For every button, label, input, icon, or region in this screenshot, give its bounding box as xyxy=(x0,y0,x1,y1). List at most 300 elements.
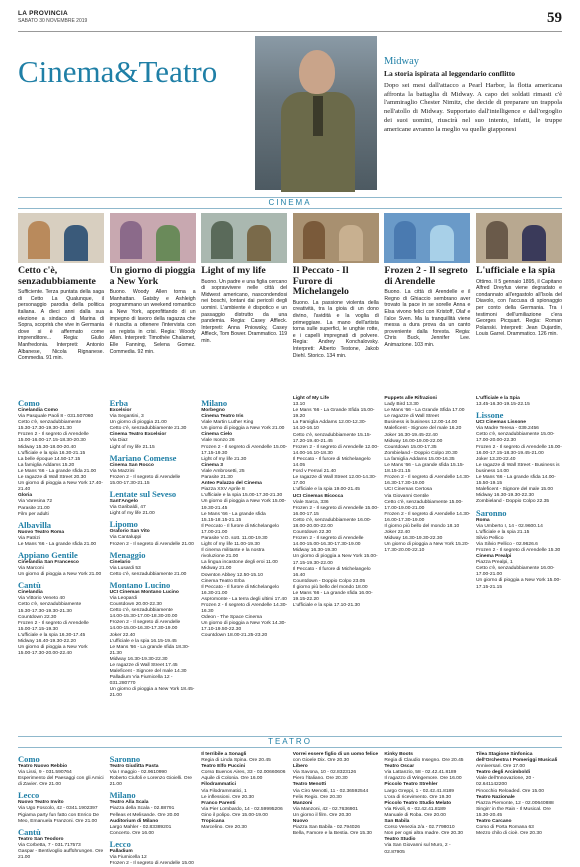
venue-name: UCI Cinemas Lissone xyxy=(476,420,527,426)
city-heading: Como xyxy=(18,754,40,764)
listing-column xyxy=(476,752,562,837)
film-still xyxy=(110,213,196,263)
showtime-line: Le inflessioni. Ore 20.30 xyxy=(201,794,254,800)
showtime-line: L'ufficiale e la spia 16.30-21.15 xyxy=(18,450,86,456)
film-still xyxy=(293,213,379,263)
showtime-line: Concerto. Ore 16.00 xyxy=(109,830,154,836)
film-review-text: Buono. La città di Arendelle e il Regno di Ghiaccio sembrano aver trovato la pace in se sorelle Anna e Elsa vivono felici con Kristoff, Olaf e l'alce Sven. Ma la tranquillità viene messa a dura prova da un canto proveniente dalla foresta. Regia: Chris Buck, Jennifer Lee. Animazione. 103 min. xyxy=(384,289,471,348)
showtime-line: UCI Cinemas Certosa xyxy=(384,487,432,493)
showtime-line: Midway 16.40-19.30-22.20 xyxy=(18,639,76,644)
showtime-line: Frozen 2 - Il segreto di Arendelle 14.30-16.30 xyxy=(201,603,288,615)
showtime-line: Via Ciro Menotti, 11 - 02.36592544 xyxy=(292,788,369,794)
showtime-line: Cetto c'è, senzadubbiamente xyxy=(18,420,82,426)
showtime-line: 14.00-15.00-16.30-17.30-19.00 xyxy=(292,542,361,548)
venue-name: Teatro Menotti xyxy=(292,782,327,788)
venue-name: Teatro Giuditta Pasta xyxy=(109,764,159,769)
showtime-line: La Famiglia Addams 12.00-12.30-14.10-16.10 xyxy=(292,420,367,432)
showtime-line: Via Mazzini xyxy=(109,468,135,474)
venue-name: Teatro San Teodoro xyxy=(18,836,64,842)
film-title: Cetto c'è, senzadubbiamente xyxy=(18,265,96,287)
showtime-line: Via Leopardi xyxy=(109,595,137,601)
venue-name: UCI Cinemas Bicocca xyxy=(292,493,344,499)
showtime-line: Maleficent - Signore del male 14.30 xyxy=(109,669,187,675)
showtime-line: Downton Abbey 12.50-15.10 xyxy=(201,572,263,578)
city-heading: Cantù xyxy=(18,826,41,837)
city-heading: Cantù xyxy=(18,580,41,591)
showtime-line: L'ufficiale e la spia 16.30-17.45 xyxy=(18,632,86,638)
showtime-line: Un giorno di pioggia a New York 14.30-17.10-19.50-22.30 xyxy=(201,621,287,633)
city-heading: Lecco xyxy=(109,838,131,849)
showtime-line: Il Peccato - Il furore di Michelangelo 16.30-21.00 xyxy=(201,584,279,596)
showtime-line: Countdown 20.00-22.30 xyxy=(109,602,162,608)
showtime-line: Via Filodrammatici, 1 xyxy=(201,788,247,794)
showtime-line: Parasite 21.30 xyxy=(201,475,233,481)
showtime-line: Cetto c'è, senzadubbiamente 21.30 xyxy=(109,426,187,432)
showtime-line: Midway 16.00-19.00-22.00 xyxy=(384,438,443,444)
still-figure xyxy=(339,225,363,261)
showtime-line: Midway 16.30-19.30-22.30 xyxy=(476,493,534,499)
showtime-line: Le ragazze di Wall Street 12.00-14.30-17.00 xyxy=(292,475,377,487)
theatre-listings xyxy=(18,752,562,867)
showtime-line: Singin' in the Rain - Il Musical. Ore 15.30-20.45 xyxy=(476,806,551,818)
film-title: Un giorno di pioggia a New York xyxy=(109,265,196,287)
showtime-line: Le Mans '66 - La grande sfida 21.00 xyxy=(18,468,97,474)
showtime-line: 15.00-17.15-19.30 xyxy=(18,626,58,632)
venue-name: UCI Cinemas Montano Lucino xyxy=(109,589,179,595)
showtime-line: Maleficent - Signore del male 15.00 xyxy=(476,487,553,493)
showtime-line: Ford v Ferrari 21.40 xyxy=(292,469,337,475)
feature-title: Midway xyxy=(384,56,419,67)
showtime-line: 14.00-15.00-16.30-17.30-19.00 xyxy=(109,626,178,632)
venue-name: Gloria xyxy=(18,493,33,499)
showtime-line: Cetto c'è, senzadubbiamente 15.00-17.00-20.00-22.30 xyxy=(476,432,555,444)
showtime-line: Via Patrizi xyxy=(18,535,40,541)
venue-name: Tropicana xyxy=(201,819,225,825)
venue-name: Manzoni xyxy=(292,800,313,806)
venue-name: Cinelandia San Francesco xyxy=(18,559,79,565)
showtime-line: Frozen 2 - Il segreto di Arendelle xyxy=(109,474,181,480)
venue-name: Teatro Alla Scala xyxy=(109,800,149,806)
venue-name: Light of My Life xyxy=(292,396,329,401)
showtime-line: Pinocchio Reloaded. Ore 15.00 xyxy=(476,788,544,794)
city-heading: Menaggio xyxy=(109,549,146,560)
still-figure xyxy=(486,221,508,259)
showtime-line: Via Savona, 10 - 02.8323126 xyxy=(292,770,357,776)
showtime-line: Bella, Famore e la Bestia. Ore 15.30 xyxy=(292,831,372,837)
showtime-line: Via Corbetta, 7 - 031.717573 xyxy=(18,842,81,848)
photo-figure-tie xyxy=(313,96,323,136)
feature-body: Dopo sei mesi dall'attacco a Pearl Harbor, la flotta americana affronta la battaglia di Midway. A capo dei soldati rimasti c'è l'ammiraglio Chester Nimitz, che decide di preparare un trappola nell'atollo di Midway. Supportato dall'intelligence e dall'orgoglio dei suoi uomini, riuscirà nel suo intento, infatti, le truppe americane avranno la meglio va quelle giapponesi xyxy=(384,82,562,133)
showtime-line: Le Mans '66 - La grande sfida xyxy=(201,511,266,517)
venue-name: Teatro Nuovo Rebbio xyxy=(18,764,68,769)
showtime-line: Via Lattanzio, 58 - 02.42.41.8189 xyxy=(384,770,457,776)
still-figure xyxy=(211,221,233,259)
showtime-line: Frozen 2 - Il segreto di Arendelle 15.00-16.00-17.15 xyxy=(292,505,379,517)
showtime-line: Regia di Claudio Insegno. Ore 20.45 xyxy=(384,758,464,764)
city-heading: Erba xyxy=(109,398,129,408)
showtime-line: Largo Mahler - 02.83389201 xyxy=(109,824,172,830)
showtime-line: Un giorno di pioggia 21.00 xyxy=(109,420,167,426)
showtime-line: Film per adulti xyxy=(18,511,49,517)
showtime-line: La lingua incastone degli eroi 11.00 xyxy=(201,560,278,566)
film-review-text: Sufficiente. Terza puntata della saga di Cetto La Qualunque, il personaggio parodia della politica italiana. A dieci anni dalla sua elezione a sindaco di Marina di Sopra, scoprirà che vive in Germania dove si è affermato come imprenditore... Regia: Giulio Manfredonia. Interpreti: Antonio Albanese, Nicola Rignanese. Commedia. 91 min. xyxy=(18,289,104,362)
showtime-line: Le Mans '66 - La grande sfida 18.30-21.30 xyxy=(109,644,190,656)
feature-article xyxy=(384,56,562,134)
venue-name: Filodrammatici xyxy=(201,782,236,788)
venue-name: Palladium xyxy=(109,848,133,854)
showtime-line: Via Marconi xyxy=(18,566,44,572)
showtime-line: Via Giovanni Gentile xyxy=(384,493,429,499)
showtime-line: Viale Ambrosetti, 25 xyxy=(201,468,245,474)
showtime-line: Un giorno di pioggia a New York 15.00-17.15-21.15 xyxy=(476,578,561,590)
venue-name: Vorrei essere figlio di un uomo felice xyxy=(292,752,379,757)
city-heading: Lentate sul Seveso xyxy=(109,489,177,500)
city-heading: Mariano Comense xyxy=(109,452,177,463)
showtime-line: Via Ugo Foscolo, 42 - 0341.1902397 xyxy=(18,806,98,812)
showtime-line: Le ragazze di Wall Street 17.45 xyxy=(109,663,178,668)
listing-column xyxy=(18,752,104,861)
venue-name: Teatro Carcano xyxy=(476,819,512,825)
showtime-line: Cinema Teatro Erba xyxy=(201,578,245,584)
showtime-line: Frozen 2 - Il segreto di Arendelle xyxy=(292,536,364,542)
showtime-line: Cetto c'è, senzadubbiamente xyxy=(109,608,173,614)
showtime-line: Joker 16.30-19.45-22.40 xyxy=(384,432,438,438)
showtime-line: Via Fiumicella 12 xyxy=(109,855,147,861)
showtime-line: Roberto Ciufoli e Lorenzo Gioielli. Ore 21.00 xyxy=(109,776,192,788)
film-review xyxy=(384,213,470,349)
venue-name: Teatro Nazionale xyxy=(476,794,515,800)
showtime-line: Frozen 2 - Il segreto di Arendelle 15.00-16.00-17.15-18.30-19.45-21.00 xyxy=(476,444,562,456)
showtime-line: Cetto c'è, senzadubbiamente xyxy=(18,602,82,608)
showtime-line: Un giorno di pioggia a New York 15.20-17.30-20.00-22.10 xyxy=(384,542,470,554)
venue-name: Oratorio San Vito xyxy=(109,529,150,535)
film-still xyxy=(18,213,104,263)
still-figure xyxy=(303,221,325,259)
showtime-line: con Gioele Dix. Ore 20.30 xyxy=(292,758,350,764)
film-title: Light of my life xyxy=(201,265,266,276)
showtime-line: Aspromonte - La terra degli ultimi 17.40 xyxy=(201,596,287,602)
film-reviews xyxy=(18,213,562,393)
showtime-line: L'ufficiale e la spia 15.00-17.30-21.30 xyxy=(201,493,283,499)
showtime-line: Piazza Piemonte, 12 - 02.00640888 xyxy=(476,800,554,806)
showtime-line: Un giorno il film. Ore 20.30 xyxy=(292,812,351,818)
listing-column xyxy=(293,396,379,609)
still-figure xyxy=(522,225,546,261)
city-heading: Milano xyxy=(109,790,136,801)
venue-name: Nuovo xyxy=(292,819,309,825)
page-number: 59 xyxy=(547,10,562,26)
showtime-line: Manuale di Roba. Ore 20.00 xyxy=(384,812,446,818)
showtime-line: Largo Greppi, 1 - 02.42.41.8189 xyxy=(384,788,454,794)
film-still xyxy=(476,213,562,263)
showtime-line: Le Mans '66 - La grande sfida 15.15-18.15-21.15 xyxy=(384,463,465,475)
venue-name: Cinema Cielo xyxy=(201,432,233,438)
venue-name: Cinelario xyxy=(109,559,131,565)
showtime-line: Viale Sarca, 336 xyxy=(292,499,329,505)
showtime-line: Cetto c'è, senzadubbiamente 16.00-18.00-20.00-22.00 xyxy=(292,517,372,529)
showtime-line: Via Manzoni, 42 - 02.7636901 xyxy=(292,806,358,812)
showtime-line: Un giorno di pioggia a New York 17.40-21.40 xyxy=(18,481,103,493)
photo-figure-face xyxy=(299,50,335,94)
showtime-line: Maleficent - Signore del male 16.20 xyxy=(384,426,462,432)
film-review xyxy=(18,213,104,362)
showtime-line: Le Mans '66 - La Grande Sfida 15.00-19.20 xyxy=(292,408,375,420)
film-review-text: Buono. La passione violenta della creatività, tra la gioia di un dono divino, l'avidità e la voglia di primeggiare. La mano dell'artista torna sulle superfici, le unghie rotte, e i capelli impregnati di polvere. Regia: Andrey Konchalovsky. Interpreti: Alberto Testone, Jakob Diehl. Storico. 134 min. xyxy=(292,299,379,359)
showtime-line: Joker 22.40 xyxy=(384,530,410,536)
showtime-line: La famiglia Addams 15.20 xyxy=(18,462,75,468)
showtime-line: Piazza Prealpi, 1 xyxy=(476,560,513,566)
showtime-line: Felis Regio. Ore 20.30 xyxy=(292,794,342,800)
showtime-line: L'ufficiale e la spia 16.15-19.45 xyxy=(109,638,177,644)
venue-name: Teatro degli Arcimboldi xyxy=(476,770,531,776)
showtime-line: Frozen 2 - Il segreto di Arendelle xyxy=(109,620,181,626)
venue-name: Piccolo Teatro Studio Melato xyxy=(384,800,452,806)
film-title: Il Peccato - Il Furore di Michelangelo xyxy=(292,265,349,298)
showtime-line: Via Umberto I, 14 - 02.9600.14 xyxy=(476,523,543,529)
showtime-line: Frozen 2 - Il segreto di Arendelle 15.30 xyxy=(476,547,561,553)
showtime-line: Marcelino. Ore 20.30 xyxy=(201,825,247,831)
city-heading: Appiano Gentile xyxy=(18,549,78,560)
venue-name: Libero xyxy=(292,764,308,770)
city-heading: Lissone xyxy=(476,410,504,421)
showtime-line: Un giorno di pioggia a New York 21.00 xyxy=(201,426,285,432)
showtime-line: Regia di Linda Spina. Ore 20.45 xyxy=(201,758,271,764)
still-figure xyxy=(247,225,271,261)
venue-name: Nuovo Teatro Invito xyxy=(18,800,64,806)
still-figure xyxy=(28,221,50,259)
showtime-line: Piazza XXV Aprile 8 xyxy=(201,487,245,493)
showtime-line: Le ragazze di Wall Street 20.30 xyxy=(18,475,87,481)
film-review-text: Buono. Un padre e una figlia cercano di sopravvivere nelle città del Midwest americano, nascondendosi nei boschi, lontani dai pericoli degli uomini. L'ambiente è dispotico e un passaggio distrutto da una pandemia. Regia: Casey Affleck. Interpreti: Anna Pniowsky, Casey Affleck, Tom Bower. Drammatico. 119 min. xyxy=(201,278,288,344)
showtime-line: Zombieland - Doppio Colpo 20.30 xyxy=(384,450,458,456)
showtime-line: Joker 13.20-22.40 xyxy=(476,456,516,462)
showtime-line: Le ragazze di Wall Street xyxy=(384,414,439,420)
showtime-line: Countdown 22.30 xyxy=(292,530,332,536)
city-heading: Saronno xyxy=(476,507,507,518)
city-heading: Montano Lucino xyxy=(109,579,171,590)
showtime-line: Un giorno di pioggia a New York 15.00-17.15-19.30-22.00 xyxy=(292,554,378,566)
listing-column xyxy=(110,752,196,867)
showtime-line: Frozen 2 - Il segreto di Arendelle 14.30-16.00-17.30-19.00 xyxy=(384,511,471,523)
venue-name: Il terribile a Sonagli xyxy=(201,752,247,757)
showtime-line: Viale dell'Innovazione, 20 - 02.641142200 xyxy=(476,776,535,788)
venue-name: Teatro Elfo Puccini xyxy=(201,764,246,770)
film-title: Frozen 2 - Il segreto di Arendelle xyxy=(384,265,468,287)
showtime-line: Anniversari. Ore 17.00 xyxy=(476,764,525,770)
showtime-line: Le Mans '66 - La grande sfida 16.00-19.15-22.20 xyxy=(292,591,373,603)
showtime-line: Frozen 2 - Il segreto di Arendelle xyxy=(18,620,89,626)
issue-date: SABATO 30 NOVEMBRE 2019 xyxy=(18,18,88,24)
city-heading: Lecco xyxy=(18,790,40,801)
feature-subtitle: La storia ispirata al leggendario conflitto xyxy=(384,69,516,78)
showtime-line: Via Rivoli, 6 - 02.42.41.8189 xyxy=(384,806,446,812)
venue-name: Sant'Angelo xyxy=(109,499,138,505)
showtime-line: Parasite V.O. sott. 11.00-19.30 xyxy=(201,535,268,541)
showtime-line: Via I maggio - 02.9610990 xyxy=(109,770,167,776)
venue-name: Puppets alle Rifrazioni xyxy=(384,396,437,401)
showtime-line: Via Pasquale Paoli 8 - 031.507060 xyxy=(18,414,94,420)
showtime-line: Cetto c'è, senzadubbiamente 21.00 xyxy=(109,571,187,577)
venue-name: Cinema Teatro Iris xyxy=(201,414,244,420)
listing-column xyxy=(384,396,470,554)
showtime-line: Un giorno di pioggia a New York 18.45-21.00 xyxy=(109,687,195,699)
showtime-line: Lady Bird 13.30 xyxy=(384,402,419,408)
showtime-line: Via Pier Lombardo, 14 - 02.59995206 xyxy=(201,806,283,812)
showtime-line: Joker 22.40 xyxy=(109,632,136,638)
showtime-line: Palladium Via Fiumicella 12 - 031.280770 xyxy=(109,675,173,687)
film-title: L'ufficiale e la spia xyxy=(476,265,556,276)
listing-column xyxy=(384,752,470,856)
film-review-text: Buono. Woody Allen torna a Manhattan. Gatsby e Ashleigh programmano un weekend romantico a New York, approfittando di un impegno di lavoro della ragazza che è riuscita a ottenere l'intervista con un regista in crisi. Regia: Woody Allen. Interpreti: Timothée Chalamet, Elle Fanning, Selena Gomez. Commedia. 92 min. xyxy=(109,289,196,355)
venue-name: San Babila xyxy=(384,819,410,825)
venue-name: Cinema Teatro Excelsior xyxy=(109,432,167,438)
showtime-line: Piero l'italiano. Ore 20.30 xyxy=(292,776,348,782)
venue-name: Cinema 3 xyxy=(201,462,223,468)
city-heading: Albavilla xyxy=(18,519,52,530)
teatro-section-band: TEATRO xyxy=(18,736,562,748)
showtime-line: Gino il polipo. Ore 15.00-19.00 xyxy=(201,812,268,818)
showtime-line: Via Varesina 72 xyxy=(18,499,53,505)
page-header xyxy=(18,10,562,32)
showtime-line: L'ufficiale e la spia 21.15 xyxy=(476,529,530,535)
still-figure xyxy=(64,225,88,261)
showtime-line: 13.45-16.30-19.15-22.15 xyxy=(476,402,530,408)
cinema-section-band: CINEMA xyxy=(18,197,562,209)
showtime-line: Via Garibaldi, 47 xyxy=(109,505,146,511)
listing-column xyxy=(110,396,196,700)
city-heading: Como xyxy=(18,398,40,408)
venue-name: Excelsior xyxy=(109,408,132,413)
showtime-line: Business is business 12.00-14.00 xyxy=(384,420,458,426)
showtime-line: L'ora di ricevimento. Ore 19.30 xyxy=(384,794,452,800)
showtime-line: Non per ogni altra madre. Ore 20.30 xyxy=(384,831,463,837)
listing-column xyxy=(293,752,379,837)
venue-name: Anteo Palazzo del Cinema xyxy=(201,481,262,487)
showtime-line: Light of my life 21.15 xyxy=(109,444,155,450)
showtime-line: Aquile di Colonia. Ore 16.00 xyxy=(201,776,263,782)
venue-name: Auditorium di Milano xyxy=(109,818,159,824)
feature-photo xyxy=(255,36,377,190)
showtime-line: Le Mans '66 - La Grande Sfida 17.00 xyxy=(384,408,465,414)
still-figure xyxy=(430,225,454,261)
showtime-line: Light of my life 21.30 xyxy=(201,456,247,462)
city-heading: Saronno xyxy=(109,754,141,764)
showtime-line: L'ufficiale e la spia 19.00-21.45 xyxy=(292,487,360,493)
film-still xyxy=(384,213,470,263)
showtime-line: Corso Venezia 2/a - 02.7798010 xyxy=(384,825,455,831)
film-review xyxy=(476,213,562,338)
venue-name: Cinelandia Como xyxy=(18,408,58,413)
showtime-line: Zombieland - Doppio Colpo 22.35 xyxy=(476,499,550,505)
showtime-line: L'ufficiale e la spia 17.10-21.30 xyxy=(292,603,360,609)
showtime-line: Esperimento del Paesaggi con gli Amici di Zavier. Ore 21.00 xyxy=(18,776,104,788)
film-still xyxy=(201,213,287,263)
showtime-line: Viale Martin Luther King xyxy=(201,420,254,426)
showtime-line: Midway 21.00 xyxy=(201,566,232,572)
showtime-line: 15.00-17.30-21.15 xyxy=(109,480,150,486)
film-review xyxy=(201,213,287,345)
showtime-line: Via Segantini, 3 xyxy=(109,414,144,420)
still-figure xyxy=(394,221,416,259)
showtime-line: Le Mans '66 - La grande sfida 14.00-15.50-19.15 xyxy=(476,475,556,487)
still-figure xyxy=(156,225,180,261)
showtime-line: 14.00-15.30-17.00-18.30-20.00 xyxy=(109,614,178,620)
listing-column xyxy=(201,752,287,831)
venue-name: Cinelandia xyxy=(18,590,43,596)
showtime-line: Piazza della Scala - 02.88791 xyxy=(109,806,175,812)
showtime-line: Countdown - Doppio Colpo 23.05 xyxy=(292,578,366,584)
showtime-line: Light of my life 11.00-19.30 xyxy=(201,542,260,548)
showtime-line: 15.30-17.30-19.30-21.30 xyxy=(18,426,72,432)
section-title: Cinema&Teatro xyxy=(18,54,218,89)
showtime-line: Corso Buenos Aires, 33 - 02.00660606 xyxy=(201,770,286,776)
showtime-line: 15.00-16.00-17.15-18.30-20.30 xyxy=(18,438,86,444)
showtime-line: Pelleas et Melisande. Ore 20.00 xyxy=(109,812,180,818)
showtime-line: 15.15-18.15-21.15 xyxy=(201,517,242,523)
venue-name: Morbegno xyxy=(201,408,225,413)
showtime-line: Countdown 22.30 xyxy=(18,614,57,620)
showtime-line: Frozen 2 - Il segreto di Arendelle 15.00 xyxy=(109,861,194,867)
showtime-line: La famiglia Addams 15.00-16.35 xyxy=(384,456,455,462)
film-review xyxy=(293,213,379,359)
venue-name: Piccolo Teatro Strehler xyxy=(384,782,438,788)
venue-name: Roma xyxy=(476,517,490,523)
showtime-line: Countdown 15.00-17.35 xyxy=(384,444,437,450)
showtime-line: 15.00-17.30-20.00-22.40 xyxy=(18,651,72,657)
venue-name: L'ufficiale e la Spia xyxy=(476,396,520,401)
showtime-line: Il Peccato - Il furore di Michelangelo 14.05 xyxy=(292,456,371,469)
venue-name: Tilea Stagione Sinfonica dell'Orchestra I Pomeriggi Musicali xyxy=(476,752,558,764)
showtime-line: Via Lusardi 53 xyxy=(109,565,141,571)
showtime-line: Gaspar - Bentivoglio aufführungen. Ore 21.00 xyxy=(18,848,104,861)
venue-name: Cinema San Rocco xyxy=(109,462,154,468)
showtime-line: Frozen 2 - Il segreto di Arendelle 15.00-17.15-19.30 xyxy=(201,444,288,456)
showtime-line: Via Lissi, 9 - 031.590764 xyxy=(18,770,72,776)
showtime-line: Cetto c'è, senzadubbiamente 15.15-17.20-19.40-21.45 xyxy=(292,432,372,444)
cinema-listings xyxy=(18,396,562,732)
venue-name: Kinky Boots xyxy=(384,752,413,757)
showtime-line: Il giorno più bello del mondo 18.10 xyxy=(384,523,460,529)
showtime-line: Midway 16.30-19.30-22.30 xyxy=(384,536,443,542)
venue-name: Franco Parenti xyxy=(201,800,236,806)
showtime-line: Midway 15.30-18.00-20.40 xyxy=(18,444,76,450)
showtime-line: Light of my life 21.00 xyxy=(109,511,155,517)
showtime-line: Frozen 2 - Il segreto di Arendelle xyxy=(18,432,89,438)
showtime-line: Corso di Porta Romana 63 xyxy=(476,825,534,831)
showtime-line: Via Silvio Pellico - 02.9626.6 xyxy=(476,541,538,547)
showtime-line: La belle époque 14.50-17.15 xyxy=(18,456,81,462)
showtime-line: Piazza San Babila - 02.794026 xyxy=(292,825,360,831)
showtime-line: Il cinema militante e la nostra rivoluzione 21.00 xyxy=(201,548,265,560)
showtime-line: Midway 16.30-19.30 xyxy=(292,548,337,554)
showtime-line: Un giorno di pioggia a New York xyxy=(18,645,88,651)
showtime-line: Frozen 2 - Il segreto di Arendelle 14.30-16.30-17.30-19.00 xyxy=(384,475,471,487)
listing-column xyxy=(476,396,562,591)
showtime-line: Parasite 21.00 xyxy=(18,505,50,511)
venue-name: Teatro Oscar xyxy=(384,764,415,770)
showtime-line: Viale Isonzo 26 xyxy=(201,438,235,444)
newspaper-name: LA PROVINCIA xyxy=(18,10,68,17)
showtime-line: 13.10 xyxy=(292,402,306,408)
showtime-line: Il giorno più bello del mondo 18.00 xyxy=(292,584,368,590)
showtime-line: Mezzo chilo di cioè. Ore 20.30 xyxy=(476,831,542,837)
showtime-line: Via Vittorio Veneto 40 xyxy=(18,596,65,602)
showtime-line: Odeon - The Space Cinema xyxy=(201,615,262,621)
showtime-line: Cetto c'è, senzadubbiamente 16.00-17.00-21.00 xyxy=(476,566,555,578)
showtime-line: 15.30-17.30-19.30-21.30 xyxy=(18,608,72,614)
showtime-line: Pigiama party fun fatto con Enrico De Meo, Emanuela Franzoni. Ore 21.00 xyxy=(18,812,100,824)
showtime-line: Un giorno di pioggia a New York 15.00-19.30-21.45 xyxy=(201,499,287,511)
